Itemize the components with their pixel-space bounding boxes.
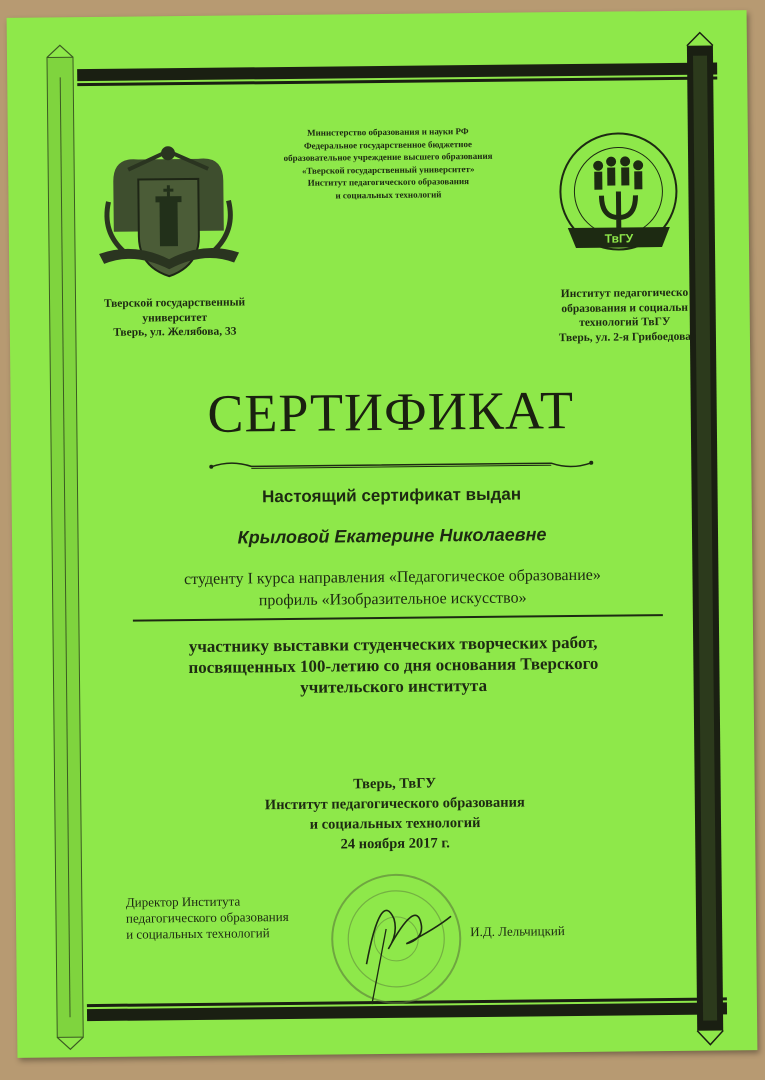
place-line: Институт педагогического образования [264,794,525,814]
certificate-sheet [7,10,758,1058]
address-line: Институт педагогическо [560,286,689,301]
participant-line: участнику выставки студенческих творческих работ, [188,632,598,657]
participation-text [123,631,664,700]
certificate-title: СЕРТИФИКАТ [207,379,575,444]
ministry-line: «Тверской государственный университет» [301,163,475,176]
place-line: Тверь, ТвГУ [353,775,437,793]
institute-address [529,285,720,345]
ministry-line: Федеральное государственное бюджетное [303,138,472,151]
address-line: Тверь, ул. 2-я Грибоедова [558,330,692,344]
signer-name: И.Д. Лельчицкий [470,923,565,940]
participant-line: учительского института [300,675,488,697]
date-line: 24 ноября 2017 г. [340,835,450,853]
director-line: Директор Института [125,893,241,910]
director-title [126,892,346,942]
place-line: и социальных технологий [309,814,481,833]
student-line: профиль «Изобразительное искусство» [258,589,527,610]
director-line: и социальных технологий [126,925,270,942]
address-line: университет [142,311,208,324]
university-address [70,295,280,341]
ministry-header [233,124,544,202]
ministry-line: образовательное учреждение высшего образования [283,150,493,164]
logo-text: ТвГУ [604,231,634,246]
issued-line: Настоящий сертификат выдан [261,484,522,507]
participant-line: посвященных 100-летию со дня основания Тверского [188,653,599,678]
coat-of-arms-icon [93,140,245,292]
address-line: образования и социальн [561,301,689,315]
recipient-name: Крыловой Екатерине Николаевне [237,524,547,548]
address-line: технологий ТвГУ [579,315,671,329]
place-and-date [135,771,656,856]
ministry-line: и социальных технологий [335,188,442,200]
address-line: Тверь, ул. Желябова, 33 [113,325,237,339]
institute-logo-icon [553,129,684,260]
student-line: студенту I курса направления «Педагогическое образование» [183,566,601,589]
ministry-line: Министерство образования и науки РФ [306,126,469,138]
ministry-line: Институт педагогического образования [307,176,470,188]
student-info [112,564,672,614]
stamp-and-signature-icon [326,868,467,1009]
director-line: педагогического образования [125,908,289,926]
address-line: Тверской государственный [103,296,246,310]
